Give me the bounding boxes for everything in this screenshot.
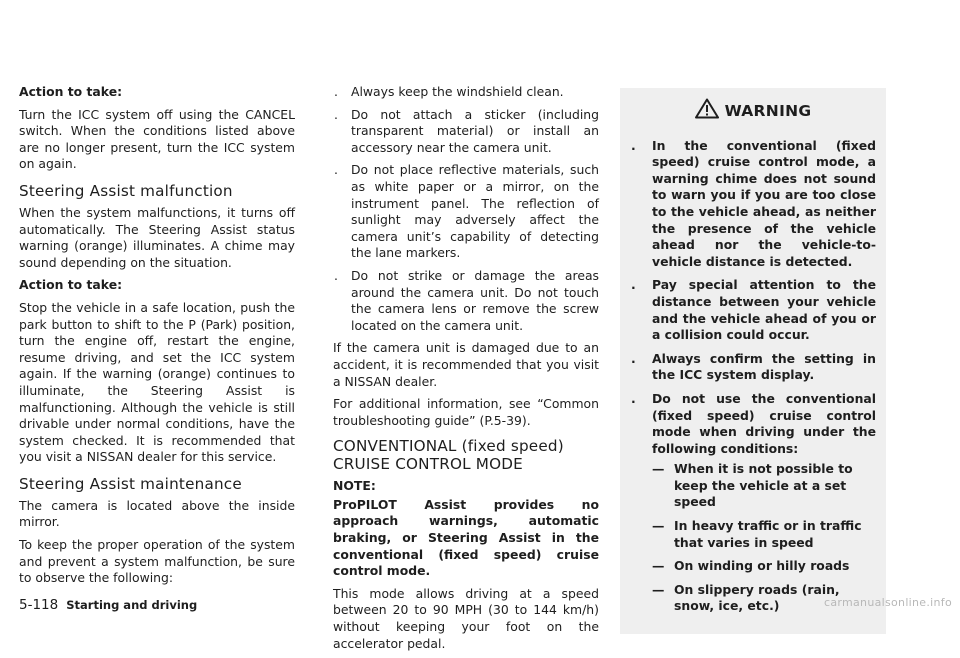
warning-item-text: Pay special attention to the distance between your vehicle and the vehicle ahead of you or a collision could occur. <box>652 277 876 343</box>
action-label: Action to take: <box>19 277 123 293</box>
bullet-marker: . <box>631 277 636 293</box>
warning-triangle-icon <box>695 98 719 124</box>
bullet-marker: . <box>334 162 338 178</box>
note-label: NOTE: <box>333 478 376 494</box>
dash-item-text: When it is not possible to keep the vehicle at a set speed <box>674 461 853 510</box>
warning-item <box>630 277 876 343</box>
heading-line: CONVENTIONAL (fixed speed) <box>333 437 564 456</box>
warning-box <box>620 88 886 634</box>
left-column <box>19 84 295 593</box>
list-item <box>333 107 599 157</box>
list-item <box>333 268 599 334</box>
paragraph: Stop the vehicle in a safe location, push the park button to shift to the P (Park) position, turn the engine off, restart the engine, resume driving, and set the ICC system again. If the warning (orange) continues to illuminate, the Steering Assist is malfunctioning. Although the vehicle is still drivable under normal conditions, have the system checked. It is recommended that you visit a NISSAN dealer for this service. <box>19 299 295 465</box>
dash-item-text: On winding or hilly roads <box>674 558 850 574</box>
warning-header <box>630 98 876 124</box>
warning-panel <box>620 88 886 634</box>
warning-item <box>630 138 876 271</box>
middle-column <box>333 84 599 658</box>
bullet-marker: . <box>631 390 636 406</box>
warning-list <box>630 138 876 615</box>
dash-marker: — <box>652 558 665 574</box>
note-text: ProPILOT Assist provides no approach warnings, automatic braking, or Steering Assist in the conventional (fixed speed) cruise control mode. <box>333 496 599 579</box>
warning-item <box>630 391 876 615</box>
section-title: Starting and driving <box>66 598 198 612</box>
bullet-list <box>333 84 599 334</box>
warning-item-text: In the conventional (fixed speed) cruise control mode, a warning chime does not sound to warn you if you are too close to the vehicle ahead, as neither the presence of the vehicle ahead nor the vehicle-to-vehicle distance is detected. <box>652 137 876 269</box>
list-item-text: Do not attach a sticker (including transparent material) or install an accessory near the camera unit. <box>351 106 599 155</box>
page-number: 5-118 <box>19 597 59 613</box>
dash-item-text: In heavy traffic or in traffic that varies in speed <box>674 518 862 550</box>
dash-marker: — <box>652 518 665 534</box>
dash-item <box>652 518 876 551</box>
list-item <box>333 84 599 101</box>
section-heading <box>333 437 599 473</box>
list-item-text: Do not place reflective materials, such as white paper or a mirror, on the instrument panel. The reflection of sunlight may adversely affect the camera unit’s capability of detecting the lane markers. <box>351 162 599 261</box>
dash-list <box>652 461 876 615</box>
list-item-text: Do not strike or damage the areas around the camera unit. Do not touch the camera lens or remove the screw located on the camera unit. <box>351 267 599 333</box>
warning-title: WARNING <box>724 101 812 120</box>
list-item-text: Always keep the windshield clean. <box>351 84 564 99</box>
dash-item <box>652 558 876 575</box>
paragraph: This mode allows driving at a speed between 20 to 90 MPH (30 to 144 km/h) without keeping your foot on the accelerator pedal. <box>333 585 599 651</box>
dash-item <box>652 461 876 511</box>
bullet-marker: . <box>631 350 636 366</box>
bullet-marker: . <box>334 106 338 122</box>
paragraph: To keep the proper operation of the system and prevent a system malfunction, be sure to observe the following: <box>19 537 295 586</box>
section-heading: Steering Assist maintenance <box>19 474 242 493</box>
paragraph: When the system malfunctions, it turns off automatically. The Steering Assist status warning (orange) illuminates. A chime may sound depending on the situation. <box>19 204 295 270</box>
list-item <box>333 162 599 262</box>
bullet-marker: . <box>334 267 338 283</box>
paragraph: For additional information, see “Common troubleshooting guide” (P.5-39). <box>333 396 599 428</box>
dash-marker: — <box>652 581 665 597</box>
warning-item-text: Do not use the conventional (fixed speed) cruise control mode when driving under the following conditions: <box>652 390 876 456</box>
warning-item-text: Always confirm the setting in the ICC system display. <box>652 350 876 383</box>
dash-item-text: On slippery roads (rain, snow, ice, etc.) <box>674 581 840 614</box>
warning-item <box>630 351 876 384</box>
paragraph: The camera is located above the inside mirror. <box>19 497 295 530</box>
action-label: Action to take: <box>19 84 123 99</box>
paragraph: If the camera unit is damaged due to an accident, it is recommended that you visit a NISSAN dealer. <box>333 340 599 389</box>
bullet-marker: . <box>631 137 636 153</box>
paragraph: Turn the ICC system off using the CANCEL switch. When the conditions listed above are no longer present, turn the ICC system on again. <box>19 106 295 172</box>
watermark: carmanualsonline.info <box>823 596 952 609</box>
heading-line: CRUISE CONTROL MODE <box>333 455 523 474</box>
dash-marker: — <box>652 461 665 477</box>
bullet-marker: . <box>334 84 338 99</box>
section-heading: Steering Assist malfunction <box>19 181 233 200</box>
